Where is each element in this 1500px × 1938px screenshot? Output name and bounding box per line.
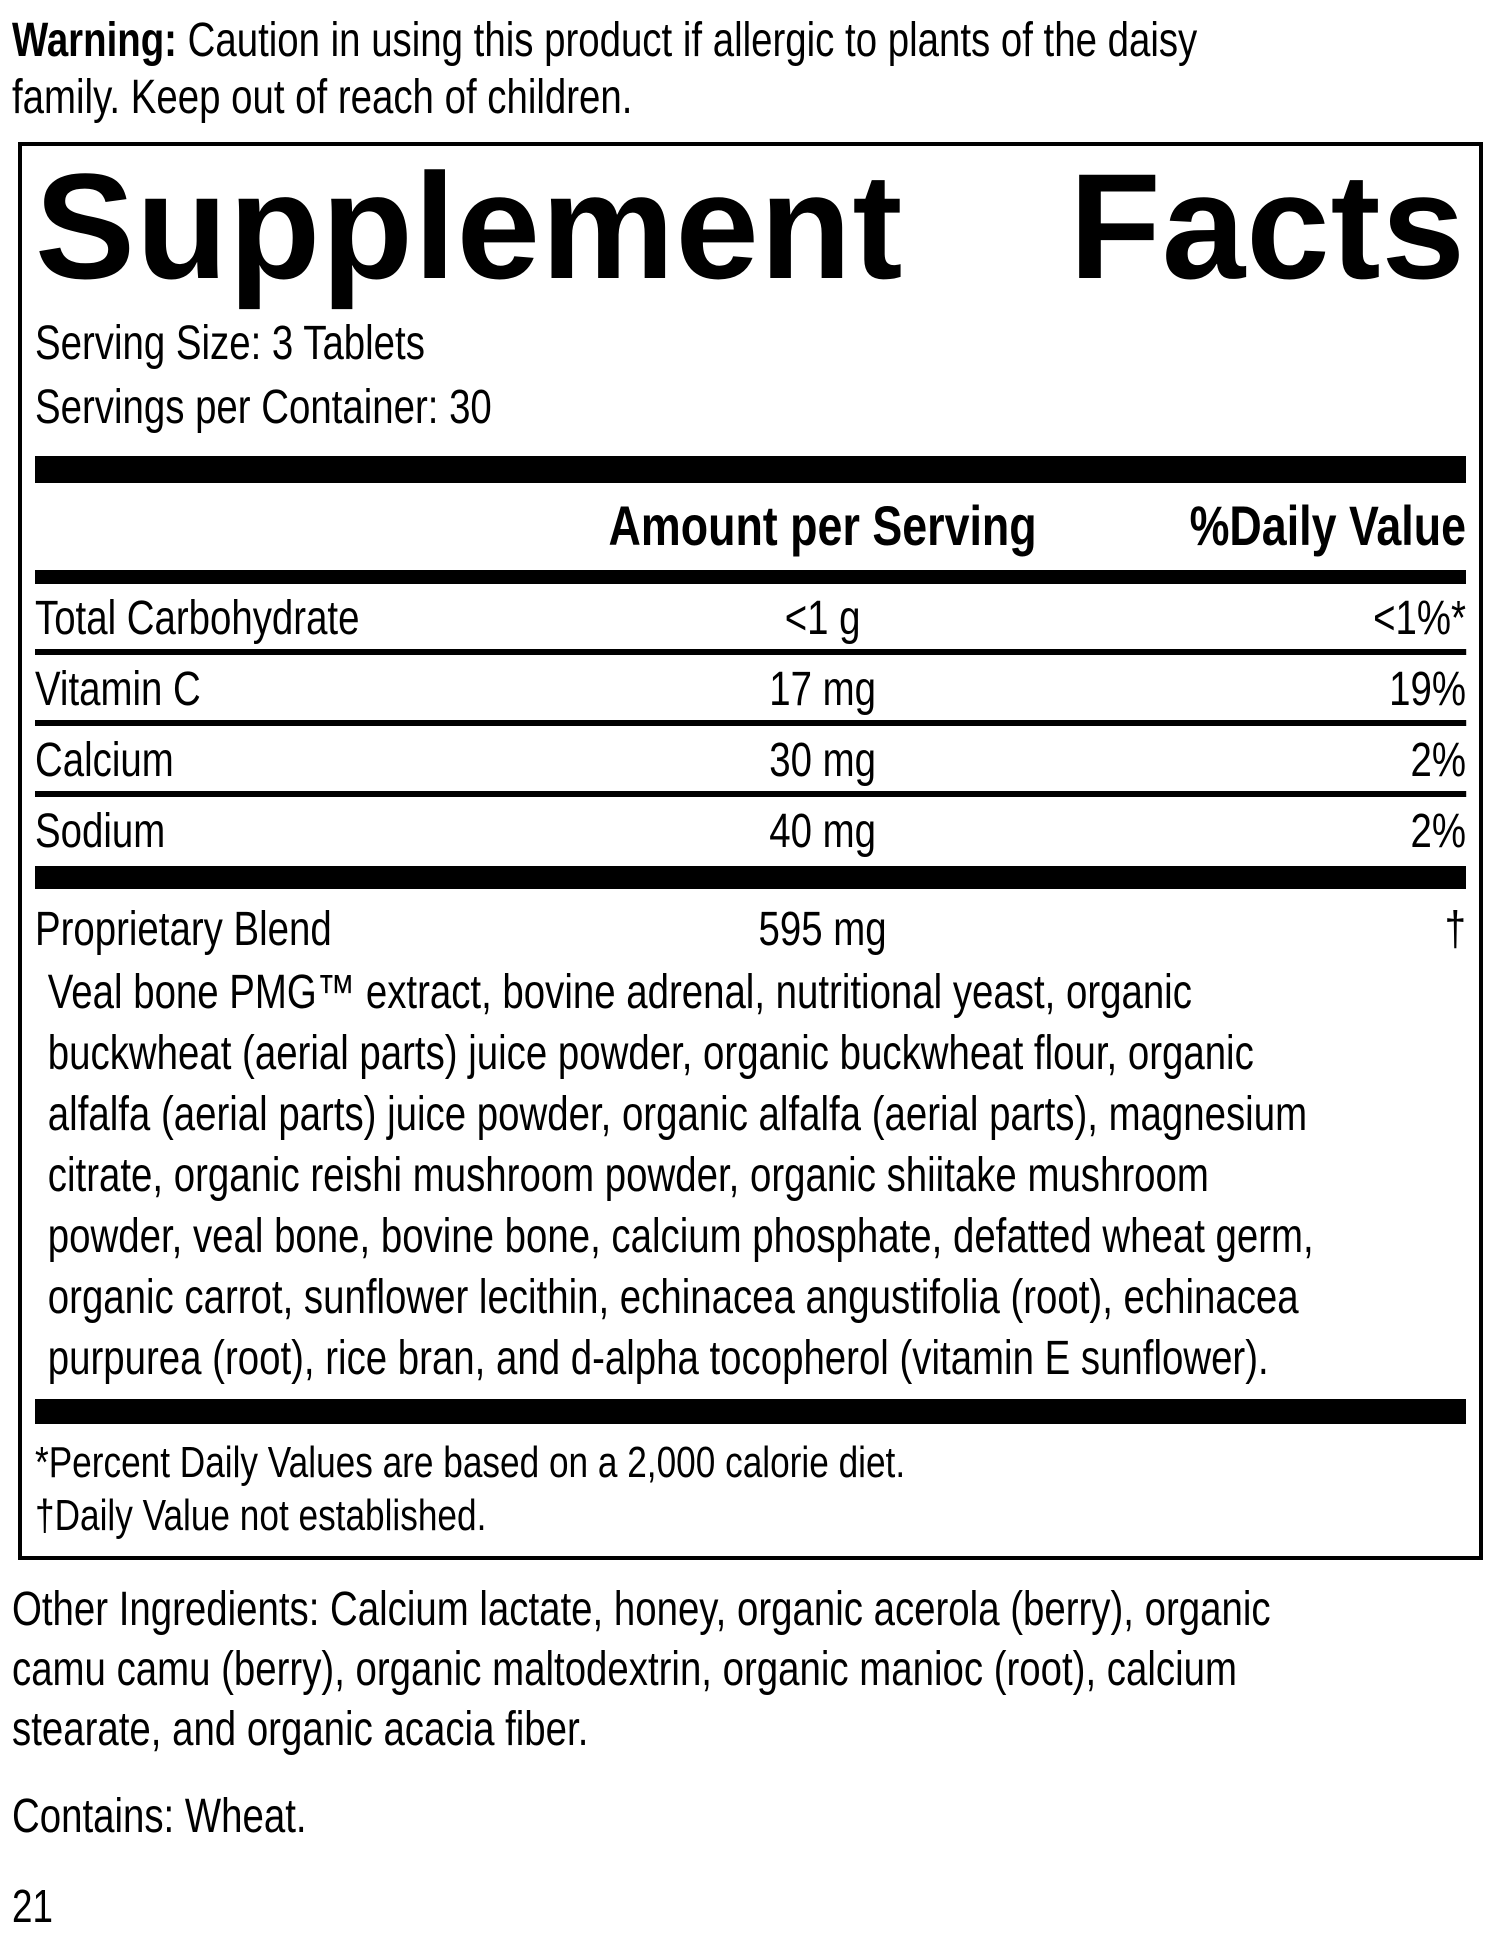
separator-bar-bottom <box>35 1399 1466 1424</box>
blend-ingredients-list <box>35 962 1466 1389</box>
nutrient-daily-value: 19% <box>1389 663 1466 717</box>
separator-bar-mid <box>35 866 1466 889</box>
servings-per-container: Servings per Container: 30 <box>35 380 492 434</box>
blend-line: organic carrot, sunflower lecithin, echinacea angustifolia (root), echinacea <box>47 1271 1299 1325</box>
other-ingredients-line: Other Ingredients: Calcium lactate, honey, organic acerola (berry), organic <box>12 1583 1271 1637</box>
supplement-facts-panel <box>18 142 1483 1560</box>
blend-line: purpurea (root), rice bran, and d-alpha tocopherol (vitamin E sunflower). <box>47 1332 1269 1386</box>
blend-line: powder, veal bone, bovine bone, calcium phosphate, defatted wheat germ, <box>47 1210 1314 1264</box>
nutrient-daily-value: <1%* <box>1373 592 1466 646</box>
supplement-label-page <box>0 12 1500 1938</box>
blend-line: citrate, organic reishi mushroom powder, organic shiitake mushroom <box>47 1149 1209 1203</box>
footnote-percent-daily-values: *Percent Daily Values are based on a 2,000 calorie diet. <box>35 1438 906 1488</box>
serving-size: Serving Size: 3 Tablets <box>35 316 425 370</box>
proprietary-blend-row <box>35 889 1466 956</box>
blend-line: buckwheat (aerial parts) juice powder, organic buckwheat flour, organic <box>47 1027 1254 1081</box>
title-word-supplement: Supplement <box>35 142 904 310</box>
nutrient-amount: <1 g <box>784 592 861 646</box>
other-ingredients-line: stearate, and organic acacia fiber. <box>12 1703 589 1757</box>
warning-line-2: family. Keep out of reach of children. <box>12 71 633 124</box>
title-word-facts: Facts <box>1069 142 1466 310</box>
warning-label: Warning: <box>12 14 177 67</box>
nutrient-name: Calcium <box>35 734 174 788</box>
nutrient-daily-value: 2% <box>1410 734 1466 788</box>
nutrient-daily-value: 2% <box>1410 805 1466 859</box>
nutrient-amount: 30 mg <box>769 734 876 788</box>
footnotes <box>35 1424 1466 1556</box>
warning-text <box>12 12 1500 126</box>
other-ingredients <box>12 1580 1500 1760</box>
nutrient-name: Sodium <box>35 805 166 859</box>
column-header-daily-value: %Daily Value <box>1189 493 1466 557</box>
column-header-amount: Amount per Serving <box>608 493 1037 557</box>
blend-line: alfalfa (aerial parts) juice powder, organic alfalfa (aerial parts), magnesium <box>47 1088 1308 1142</box>
nutrient-amount: 40 mg <box>769 805 876 859</box>
nutrient-row-total-carbohydrate <box>35 584 1466 655</box>
footnote-daily-value-not-established: †Daily Value not established. <box>35 1491 487 1541</box>
separator-bar-top <box>35 456 1466 483</box>
warning-line-1 <box>12 12 1500 69</box>
nutrient-amount: 17 mg <box>769 663 876 717</box>
contains-statement: Contains: Wheat. <box>12 1790 307 1844</box>
warning-line-1-text: Caution in using this product if allergic to plants of the daisy <box>176 14 1198 67</box>
supplement-facts-title <box>35 142 1466 310</box>
blend-line: Veal bone PMG™ extract, bovine adrenal, nutritional yeast, organic <box>47 966 1192 1020</box>
nutrient-row-sodium <box>35 797 1466 862</box>
serving-info <box>35 312 1466 440</box>
nutrient-row-vitamin-c <box>35 655 1466 726</box>
nutrient-row-calcium <box>35 726 1466 797</box>
other-ingredients-line: camu camu (berry), organic maltodextrin, organic manioc (root), calcium <box>12 1643 1237 1697</box>
proprietary-blend-daily-value: † <box>1444 903 1466 957</box>
nutrient-name: Total Carbohydrate <box>35 592 360 646</box>
proprietary-blend-name: Proprietary Blend <box>35 903 332 957</box>
column-header-row <box>35 483 1466 571</box>
proprietary-blend-amount: 595 mg <box>758 903 887 957</box>
nutrient-name: Vitamin C <box>35 663 201 717</box>
separator-bar-header <box>35 570 1466 584</box>
page-number: 21 <box>12 1880 53 1933</box>
